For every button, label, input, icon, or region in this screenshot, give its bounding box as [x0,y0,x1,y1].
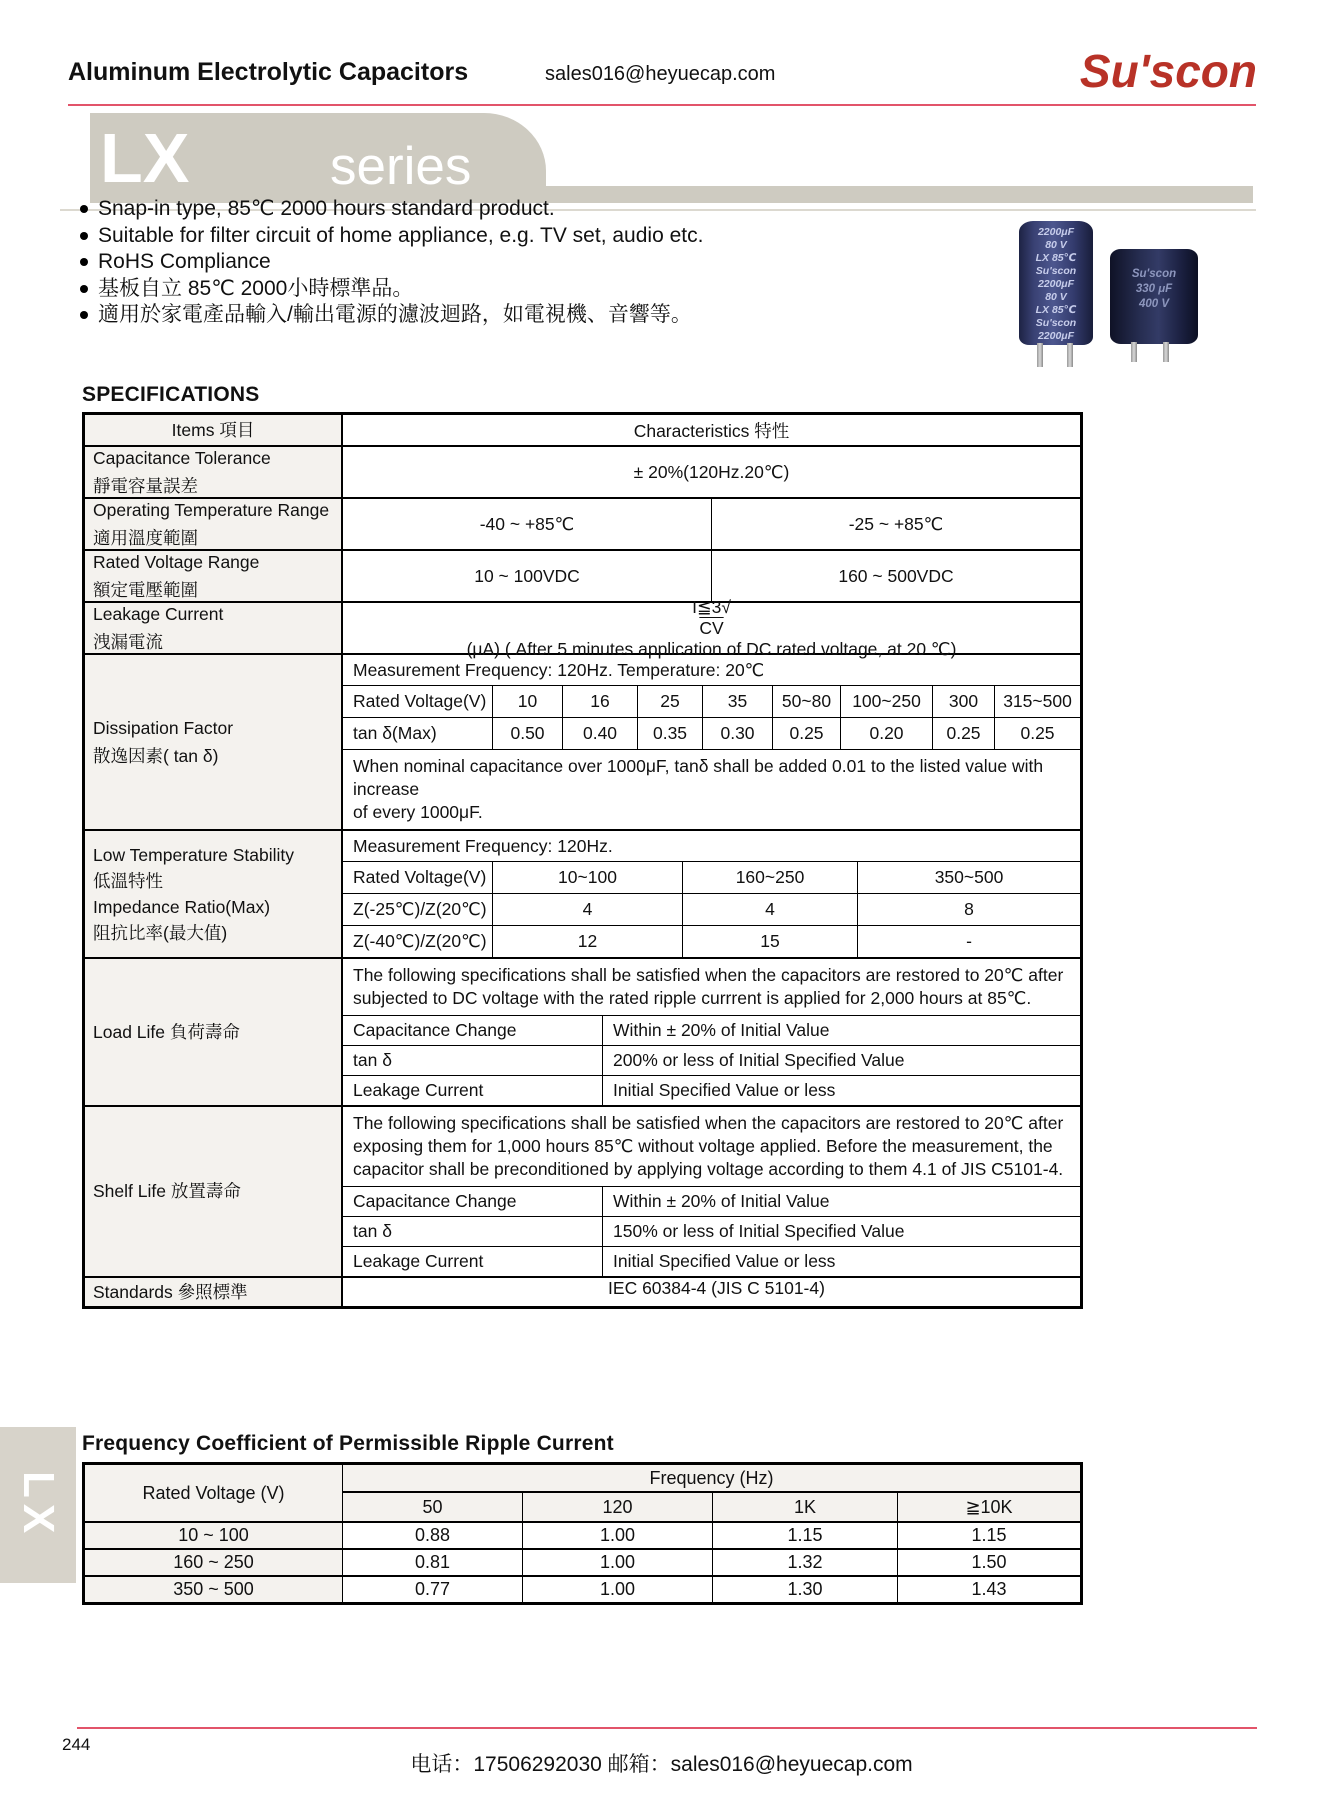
lts-z25-label: Z(-25℃)/Z(20℃) [343,894,493,925]
rated-voltage-low: 10 ~ 100VDC [474,565,580,586]
criteria-value: 200% or less of Initial Specified Value [613,1050,905,1070]
bullet-icon [80,285,88,293]
load-life-intro [343,959,1080,1015]
lts-z40-row [343,925,1080,957]
frequency-coefficient-table [82,1462,1083,1605]
df-tan-value: 0.40 [563,718,638,749]
series-word: series [330,137,472,196]
row-dissipation-factor [85,653,1080,829]
feature-item [80,223,703,250]
footer-contact: 电话：17506292030 邮箱：sales016@heyuecap.com [410,1753,913,1776]
df-voltage: 35 [703,686,773,717]
capacitor-photo-large [1019,221,1093,345]
df-tan-value: 0.25 [1020,723,1055,743]
freq-row-voltage: 10 ~ 100 [85,1523,343,1548]
item-label-en: Low Temperature Stability [93,844,295,865]
series-code: LX [100,119,190,197]
shelf-life-intro-line2: exposing them for 1,000 hours 85℃ without voltage applied. Before the measurement, the [353,1136,1053,1156]
freq-rated-voltage-header: Rated Voltage (V) [85,1465,343,1521]
series-side-tab [0,1427,76,1583]
row-low-temperature-stability [85,829,1080,957]
feature-item [80,276,703,303]
op-temp-low-range: -40 ~ +85℃ [479,513,575,534]
capacitor-lead [1067,343,1073,367]
freq-hz-header: Frequency (Hz) [343,1465,1080,1493]
item-label [85,499,343,549]
criteria-label: Leakage Current [343,1076,603,1105]
item-label [85,551,343,601]
item-label-en: Standards 參照標準 [93,1281,248,1302]
item-label-zh: 靜電容量誤差 [93,475,198,496]
shelf-life-leakage [343,1246,1080,1276]
cap-print: 400 V [1138,298,1170,310]
freq-col-label: 1K [713,1493,898,1521]
df-voltage: 10 [493,686,563,717]
lts-z40-label: Z(-40℃)/Z(20℃) [343,926,493,957]
load-life-leakage [343,1075,1080,1105]
item-label [85,1107,343,1276]
feature-text: 基板自立 85℃ 2000小時標準品。 [98,276,414,300]
page-number: 244 [62,1735,91,1754]
row-load-life [85,957,1080,1105]
load-life-cap-change [343,1015,1080,1045]
freq-coefficient: 0.88 [343,1523,523,1548]
feature-text: Snap-in type, 85℃ 2000 hours standard product. [98,197,555,220]
formula-suffix: (μA) ( After 5 minutes application of DC rated voltage, at 20 ℃) [466,638,957,659]
freq-coefficient: 1.00 [523,1523,713,1548]
freq-row [85,1548,1080,1575]
formula-prefix: I≦3√ [692,596,731,617]
df-note-line2: of every 1000μF. [353,802,483,822]
cap-print: 330 μF [1135,283,1173,295]
df-tan-value: 0.25 [773,718,841,749]
bullet-icon [80,232,88,240]
leakage-formula [343,596,1080,659]
feature-text: RoHS Compliance [98,250,271,273]
row-operating-temperature [85,497,1080,549]
col-header-items: Items 項目 [85,415,343,445]
lts-z25-row [343,893,1080,925]
freq-col-label: ≧10K [965,1496,1013,1517]
cap-print: LX 85℃ [1035,252,1077,264]
df-tan-value: 0.30 [703,718,773,749]
criteria-label: Capacitance Change [343,1187,603,1216]
item-label-zh: 洩漏電流 [93,631,163,652]
item-label-zh2: 阻抗比率(最大值) [93,922,228,943]
cap-print: 80 V [1045,239,1067,251]
criteria-label: Leakage Current [343,1247,603,1276]
freq-coefficient: 1.00 [523,1577,713,1602]
lts-z25-value: 4 [493,894,683,925]
df-note [343,749,1080,829]
standards-value: IEC 60384-4 (JIS C 5101-4) [608,1278,825,1298]
load-life-tan [343,1045,1080,1075]
shelf-life-intro [343,1107,1080,1186]
freq-coefficient: 1.50 [971,1552,1007,1572]
lts-z25-value: 4 [683,894,858,925]
lts-voltage: 160~250 [683,862,858,893]
freq-col-label: 50 [343,1493,523,1521]
item-label-zh: 低溫特性 [93,870,163,891]
freq-coefficient: 1.00 [523,1550,713,1575]
lts-z25-value: 8 [964,899,974,919]
item-label-zh: 適用溫度範圍 [93,527,198,548]
rated-voltage-high: 160 ~ 500VDC [711,551,1080,601]
cap-print: 2200μF [1037,226,1075,238]
header-email: sales016@heyuecap.com [545,63,776,85]
lts-voltage: 10~100 [493,862,683,893]
specifications-table [82,412,1083,1309]
footer-divider [77,1727,1257,1729]
spec-header-row [85,415,1080,445]
df-voltage: 315~500 [1003,691,1072,711]
lts-voltage-label: Rated Voltage(V) [343,862,493,893]
formula-root: CV [699,617,724,638]
item-label-en: Shelf Life 放置壽命 [93,1181,241,1201]
feature-item [80,302,703,329]
feature-list [80,196,703,329]
df-tan-row [343,717,1080,749]
shelf-life-cap-change [343,1186,1080,1216]
cap-print: 2200μF [1037,330,1075,342]
item-label-en: Operating Temperature Range [93,499,330,520]
row-capacitance-tolerance [85,445,1080,497]
feature-item [80,249,703,276]
item-label-en: Load Life 負荷壽命 [93,1021,240,1042]
df-voltage: 25 [638,686,703,717]
df-tan-label: tan δ(Max) [343,718,493,749]
cap-print: Su'scon [1035,317,1077,329]
specifications-heading: SPECIFICATIONS [82,383,260,406]
df-voltage: 300 [933,686,995,717]
item-label [85,447,343,497]
lts-z40-value: 12 [493,926,683,957]
bullet-icon [80,258,88,266]
freq-row-voltage: 350 ~ 500 [85,1577,343,1602]
load-life-intro-line2: subjected to DC voltage with the rated ripple currrent is applied for 2,000 hours at 85℃. [353,988,1032,1008]
cap-print: Su'scon [1131,268,1177,280]
criteria-value: Initial Specified Value or less [613,1080,836,1100]
item-label [85,831,343,957]
item-label-zh: 散逸因素( tan δ) [93,745,219,766]
row-rated-voltage [85,549,1080,601]
cap-print: Su'scon [1035,265,1077,277]
bullet-icon [80,205,88,213]
shelf-life-tan [343,1216,1080,1246]
df-tan-value: 0.35 [638,718,703,749]
feature-text: 適用於家電產品輸入/輸出電源的濾波迴路，如電視機、音響等。 [98,303,692,326]
feature-text: Suitable for filter circuit of home appliance, e.g. TV set, audio etc. [98,223,704,247]
freq-table-header [85,1465,1080,1521]
freq-coefficient: 1.15 [971,1525,1007,1545]
cap-print: LX 85℃ [1035,304,1077,316]
item-label-en: Leakage Current [93,603,224,624]
df-tan-value: 0.20 [841,718,933,749]
df-voltage: 100~250 [841,686,933,717]
series-side-tab-label: LX [14,1470,63,1540]
freq-coefficient: 0.81 [343,1550,523,1575]
header-divider [68,104,1256,106]
df-measurement-note: Measurement Frequency: 120Hz. Temperature: 20℃ [353,659,765,680]
item-label-en: Rated Voltage Range [93,551,260,572]
item-label [85,603,343,653]
capacitor-lead [1131,342,1137,362]
freq-coefficient: 1.30 [713,1577,898,1602]
freq-coefficient: 1.43 [971,1579,1007,1599]
brand-logo: Su'scon [1079,45,1257,97]
df-voltage: 50~80 [773,686,841,717]
capacitor-lead [1037,343,1043,367]
capacitor-photo-small [1110,249,1198,344]
col-header-characteristics: Characteristics 特性 [633,420,790,441]
df-voltage-label: Rated Voltage(V) [343,686,493,717]
criteria-value: 150% or less of Initial Specified Value [613,1221,905,1241]
freq-coefficient: 1.15 [713,1523,898,1548]
df-voltage-row [343,685,1080,717]
row-standards [85,1276,1080,1306]
criteria-label: tan δ [343,1217,603,1246]
criteria-value: Initial Specified Value or less [613,1251,836,1271]
criteria-label: Capacitance Change [343,1016,603,1045]
capacitor-lead [1163,342,1169,362]
shelf-life-intro-line1: The following specifications shall be satisfied when the capacitors are restored to 20℃ after [353,1113,1064,1133]
item-label-en: Dissipation Factor [93,717,234,738]
cap-print: 2200μF [1037,278,1075,290]
item-label-en: Capacitance Tolerance [93,447,271,468]
df-note-line1: When nominal capacitance over 1000μF, tanδ shall be added 0.01 to the listed value with increase [353,756,1044,799]
cap-print: 80 V [1045,291,1067,303]
bullet-icon [80,311,88,319]
freq-row [85,1575,1080,1602]
criteria-value: Within ± 20% of Initial Value [613,1020,830,1040]
feature-item [80,196,703,223]
item-label [85,959,343,1105]
item-label [85,655,343,829]
df-voltage: 16 [563,686,638,717]
item-label-zh: 額定電壓範圍 [93,579,198,600]
freq-coefficient: 1.32 [713,1550,898,1575]
df-tan-value: 0.50 [493,718,563,749]
df-tan-value: 0.25 [933,718,995,749]
freq-coefficient: 0.77 [343,1577,523,1602]
freq-col-label: 120 [523,1493,713,1521]
shelf-life-intro-line3: capacitor shall be preconditioned by applying voltage according to them 4.1 of JIS C5101-4. [353,1159,1064,1179]
lts-measurement-note: Measurement Frequency: 120Hz. [353,835,613,856]
frequency-coefficient-heading: Frequency Coefficient of Permissible Ripple Current [82,1432,614,1455]
criteria-value: Within ± 20% of Initial Value [613,1191,830,1211]
cap-tolerance-value: ± 20%(120Hz.20℃) [633,461,790,482]
lts-voltage-row [343,861,1080,893]
lts-z40-value: 15 [683,926,858,957]
load-life-intro-line1: The following specifications shall be satisfied when the capacitors are restored to 20℃ after [353,965,1064,985]
lts-z40-value: - [966,931,972,951]
row-leakage-current [85,596,1080,659]
page-title: Aluminum Electrolytic Capacitors [68,58,469,86]
op-temp-high-range: -25 ~ +85℃ [711,499,1080,549]
item-label-en2: Impedance Ratio(Max) [93,896,271,917]
freq-columns [343,1493,1080,1521]
freq-row-voltage: 160 ~ 250 [85,1550,343,1575]
item-label [85,1278,343,1306]
row-shelf-life [85,1105,1080,1276]
lts-voltage: 350~500 [934,867,1004,887]
freq-row [85,1521,1080,1548]
criteria-label: tan δ [343,1046,603,1075]
